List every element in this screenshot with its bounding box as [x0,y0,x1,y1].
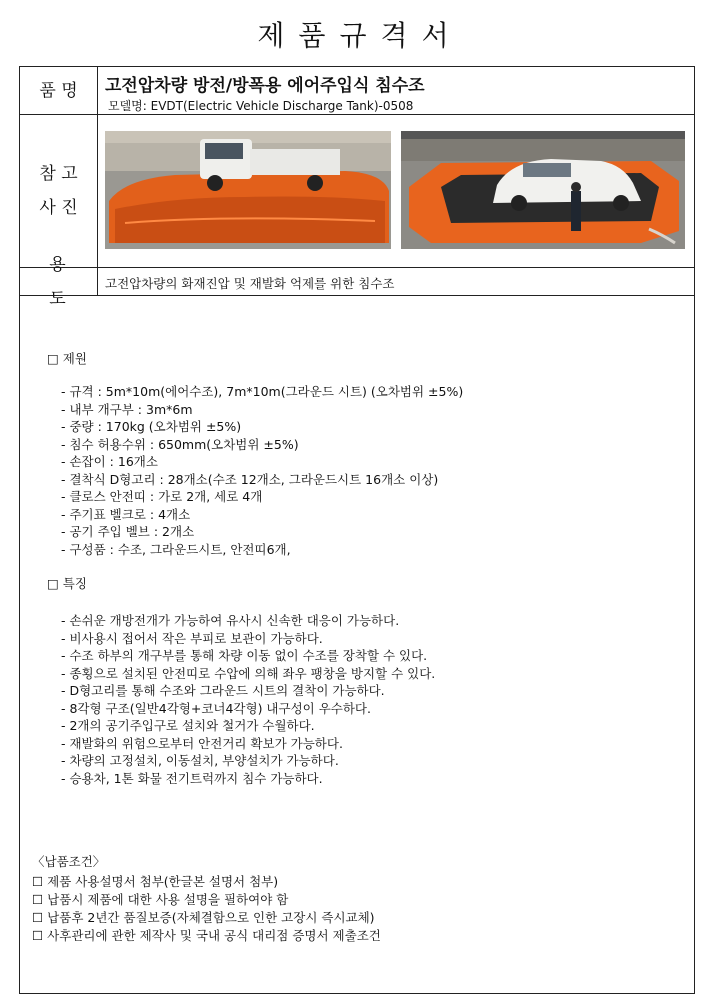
spec-item: - 공기 주입 벨브 : 2개소 [61,524,195,539]
reference-photo-sedan [401,131,685,249]
document-title: 제품규격서 [257,19,463,52]
feature-item: - 승용차, 1톤 화물 전기트럭까지 침수 가능하다. [61,771,323,786]
feature-item: - 8각형 구조(일반4각형+코너4각형) 내구성이 우수하다. [61,701,371,716]
conditions-heading: 〈납품조건〉 [32,854,106,869]
photo-row [20,115,694,268]
feature-item: - 수조 하부의 개구부를 통해 차량 이동 없이 수조를 장착할 수 있다. [61,648,428,663]
use-row [20,254,694,309]
spec-item: - 중량 : 170kg (오차범위 ±5%) [61,419,242,434]
spec-item: - 침수 허용수위 : 650mm(오차범위 ±5%) [61,437,299,452]
spec-item: - 내부 개구부 : 3m*6m [61,402,193,417]
reference-photo-truck [105,131,391,249]
product-row [20,67,694,115]
condition-item: ☐ 사후관리에 관한 제작사 및 국내 공식 대리점 증명서 제출조건 [32,928,381,943]
product-label: 품 명 [20,67,98,114]
use-description: 고전압차량의 화재진압 및 재발화 억제를 위한 침수조 [105,276,395,291]
spec-item: - 결착식 D형고리 : 28개소(수조 12개소, 그라운드시트 16개소 이상) [61,472,439,487]
feature-item: - D형고리를 통해 수조와 그라운드 시트의 결착이 가능하다. [61,683,385,698]
feature-item: - 재발화의 위험으로부터 안전거리 확보가 가능하다. [61,736,343,751]
spec-item: - 주기표 벨크로 : 4개소 [61,507,191,522]
feature-item: - 2개의 공기주입구로 설치와 철거가 수월하다. [61,718,315,733]
feature-heading: □ 특징 [47,576,87,591]
feature-item: - 비사용시 접어서 작은 부피로 보관이 가능하다. [61,631,323,646]
model-name: 모델명: EVDT(Electric Vehicle Discharge Tank)-0508 [108,99,414,113]
spec-item: - 클로스 안전띠 : 가로 2개, 세로 4개 [61,489,263,504]
feature-item: - 손쉬운 개방전개가 가능하여 유사시 신속한 대응이 가능하다. [61,613,400,628]
condition-item: ☐ 납품후 2년간 품질보증(자체결함으로 인한 고장시 즉시교체) [32,910,375,925]
condition-item: ☐ 제품 사용설명서 첨부(한글본 설명서 첨부) [32,874,279,889]
spec-item: - 규격 : 5m*10m(에어수조), 7m*10m(그라운드 시트) (오차범위 ±5%) [61,384,464,399]
photo-label: 참 고 사 진 [20,115,98,267]
feature-item: - 종횡으로 설치된 안전띠로 수압에 의해 좌우 팽창을 방지할 수 있다. [61,666,436,681]
spec-item: - 손잡이 : 16개소 [61,454,158,469]
product-name: 고전압차량 방전/방폭용 에어주입식 침수조 [105,76,425,96]
use-label: 용 도 [20,268,98,295]
condition-item: ☐ 납품시 제품에 대한 사용 설명을 필하여야 함 [32,892,289,907]
spec-item: - 구성품 : 수조, 그라운드시트, 안전띠6개, [61,542,291,557]
spec-heading: □ 제원 [47,351,87,366]
spec-sheet [19,66,695,994]
feature-item: - 차량의 고정설치, 이동설치, 부양설치가 가능하다. [61,753,339,768]
